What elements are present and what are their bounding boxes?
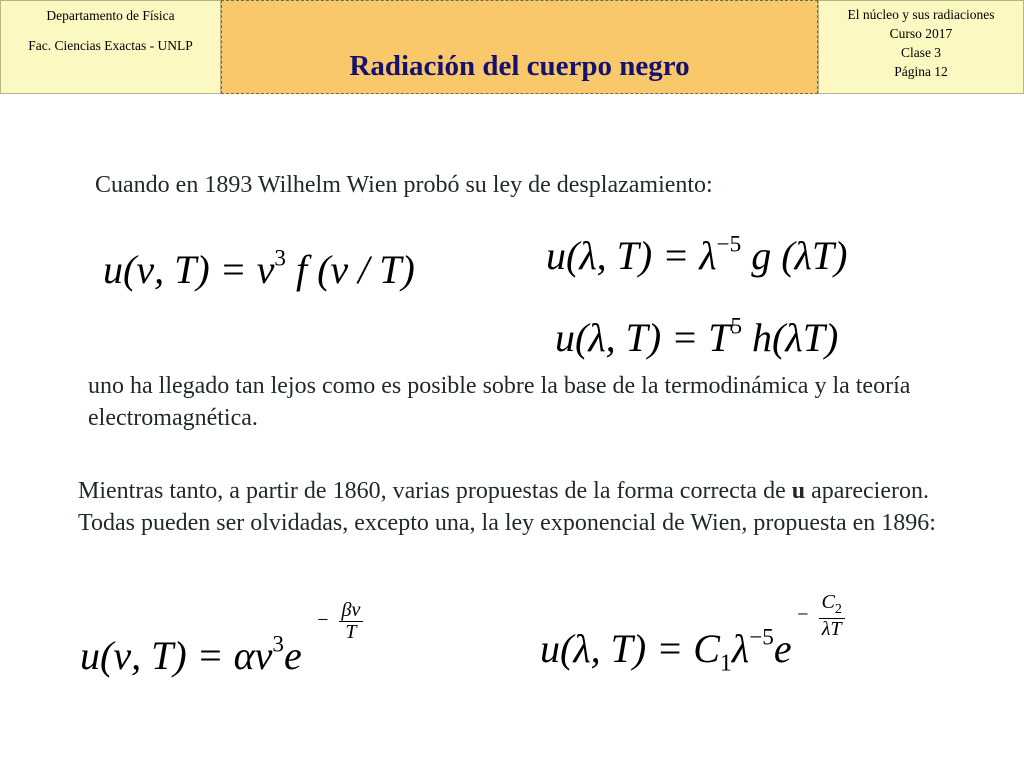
- eq-lambda-g-lhs: u(λ, T) = λ: [546, 233, 717, 278]
- eq-wien-lambda-exp-num: C: [821, 591, 835, 613]
- equation-wien-nu: [80, 632, 302, 679]
- class-number-label: Clase 3: [900, 45, 942, 60]
- eq-wien-lambda-sub: 1: [719, 650, 732, 677]
- equation-nu-displacement: [103, 246, 415, 293]
- equation-lambda-g: [546, 232, 847, 279]
- page-title: Radiación del cuerpo negro: [349, 50, 690, 82]
- eq-wien-lambda-exp-den: λT: [821, 617, 842, 640]
- proposals-text-u: u: [791, 478, 806, 504]
- header-right-box: [818, 0, 1024, 94]
- eq-wien-nu-exp-den: T: [345, 621, 357, 643]
- eq-lambda-g-rhs: g (λT): [741, 233, 848, 278]
- eq-wien-lambda-lhs: u(λ, T) = C: [540, 626, 720, 671]
- eq-wien-lambda-exp-num-sub: 2: [834, 602, 842, 617]
- eq-wien-lambda-exp-fraction: [796, 592, 845, 640]
- eq-wien-lambda-exp-sign: −: [796, 603, 810, 626]
- thermodynamics-text: uno ha llegado tan lejos como es posible sobre la base de la termodinámica y la teoría electromagnética.: [88, 373, 911, 431]
- eq-wien-nu-base: e: [283, 633, 302, 678]
- eq-wien-nu-exp-sign: −: [316, 609, 330, 632]
- eq-lambda-h-exponent: 5: [730, 313, 743, 340]
- page-number-label: Página 12: [894, 64, 948, 79]
- header-title-box: [221, 0, 818, 94]
- eq-wien-lambda-mid: λ: [731, 626, 750, 671]
- intro-text: Cuando en 1893 Wilhelm Wien probó su ley de desplazamiento:: [95, 172, 713, 198]
- course-name-label: El núcleo y sus radiaciones: [847, 7, 995, 22]
- course-year-label: Curso 2017: [889, 26, 953, 41]
- equation-lambda-h: [555, 314, 838, 361]
- proposals-text-suffix: aparecieron. Todas pueden ser olvidadas, excepto una, la ley exponencial de Wien, propuesta en 1896:: [78, 478, 936, 536]
- equation-wien-lambda: [540, 624, 792, 677]
- eq-wien-lambda-base: e: [773, 626, 792, 671]
- eq-lambda-g-exponent: −5: [716, 231, 742, 258]
- eq-wien-nu-exp-fraction: [316, 600, 363, 643]
- eq-wien-nu-lhs: u(ν, T) = αν: [80, 633, 273, 678]
- eq-wien-nu-exponent: 3: [272, 631, 284, 658]
- eq-wien-lambda-exponent: −5: [749, 624, 774, 651]
- proposals-text: [78, 475, 978, 539]
- eq-lambda-h-rhs: h(λT): [742, 315, 839, 360]
- department-label: Departamento de Física: [46, 8, 175, 23]
- header-left-box: [0, 0, 221, 94]
- eq-nu-rhs: f (ν / T): [285, 247, 415, 292]
- proposals-text-prefix: Mientras tanto, a partir de 1860, varias propuestas de la forma correcta de: [78, 478, 792, 504]
- eq-lambda-h-lhs: u(λ, T) = T: [555, 315, 731, 360]
- eq-nu-exponent: 3: [274, 245, 286, 272]
- faculty-label: Fac. Ciencias Exactas - UNLP: [28, 38, 193, 53]
- eq-wien-nu-exp-num: βν: [339, 600, 364, 622]
- eq-nu-lhs: u(ν, T) = ν: [103, 247, 275, 292]
